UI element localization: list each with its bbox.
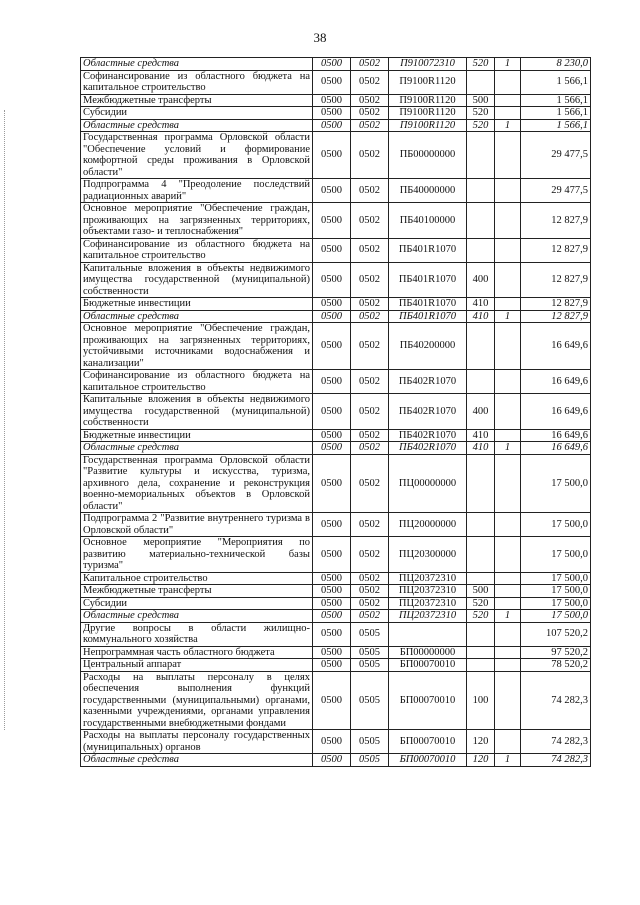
cell-amount: 12 827,9 xyxy=(521,262,591,298)
cell-subsection: 0502 xyxy=(351,442,389,455)
cell-subsection: 0502 xyxy=(351,610,389,623)
cell-target-code: ПБ401R1070 xyxy=(389,262,467,298)
cell-target-code: БП00070010 xyxy=(389,659,467,672)
cell-expense-type: 410 xyxy=(467,442,495,455)
cell-name: Областные средства xyxy=(81,119,313,132)
cell-subsection: 0502 xyxy=(351,58,389,71)
cell-name: Бюджетные инвестиции xyxy=(81,298,313,311)
cell-expense-type xyxy=(467,70,495,94)
cell-section: 0500 xyxy=(313,323,351,370)
table-row xyxy=(81,310,591,323)
cell-name: Государственная программа Орловской области "Обеспечение условий и формирование комфортной среды проживания в Орловской области" xyxy=(81,132,313,179)
cell-name: Подпрограмма 4 "Преодоление последствий радиационных аварий" xyxy=(81,179,313,203)
cell-section: 0500 xyxy=(313,442,351,455)
cell-subsection: 0505 xyxy=(351,646,389,659)
cell-source xyxy=(495,70,521,94)
cell-section: 0500 xyxy=(313,119,351,132)
cell-source xyxy=(495,94,521,107)
cell-section: 0500 xyxy=(313,310,351,323)
cell-source xyxy=(495,730,521,754)
cell-amount: 16 649,6 xyxy=(521,394,591,430)
cell-section: 0500 xyxy=(313,203,351,239)
cell-source: 1 xyxy=(495,119,521,132)
table-row xyxy=(81,671,591,730)
cell-target-code: П9100R1120 xyxy=(389,119,467,132)
cell-source xyxy=(495,370,521,394)
cell-name: Областные средства xyxy=(81,310,313,323)
cell-amount: 1 566,1 xyxy=(521,70,591,94)
cell-source xyxy=(495,646,521,659)
cell-name: Софинансирование из областного бюджета на капитальное строительство xyxy=(81,238,313,262)
cell-target-code: ПЦ20372310 xyxy=(389,597,467,610)
table-row xyxy=(81,622,591,646)
cell-name: Расходы на выплаты персоналу государственных (муниципальных) органов xyxy=(81,730,313,754)
cell-subsection: 0502 xyxy=(351,70,389,94)
cell-amount: 29 477,5 xyxy=(521,132,591,179)
binding-margin-line xyxy=(4,110,6,730)
cell-subsection: 0505 xyxy=(351,671,389,730)
cell-subsection: 0502 xyxy=(351,323,389,370)
cell-target-code: ПЦ00000000 xyxy=(389,454,467,513)
table-row xyxy=(81,238,591,262)
cell-source: 1 xyxy=(495,310,521,323)
cell-expense-type xyxy=(467,203,495,239)
cell-name: Областные средства xyxy=(81,58,313,71)
cell-target-code: БП00070010 xyxy=(389,730,467,754)
cell-subsection: 0502 xyxy=(351,454,389,513)
cell-name: Другие вопросы в области жилищно-коммунального хозяйства xyxy=(81,622,313,646)
table-row xyxy=(81,659,591,672)
cell-source xyxy=(495,597,521,610)
cell-expense-type xyxy=(467,646,495,659)
cell-source: 1 xyxy=(495,442,521,455)
cell-amount: 29 477,5 xyxy=(521,179,591,203)
budget-table xyxy=(80,57,591,767)
cell-subsection: 0502 xyxy=(351,179,389,203)
cell-section: 0500 xyxy=(313,454,351,513)
cell-source xyxy=(495,659,521,672)
cell-amount: 16 649,6 xyxy=(521,370,591,394)
cell-section: 0500 xyxy=(313,238,351,262)
cell-subsection: 0505 xyxy=(351,659,389,672)
cell-target-code: БП00000000 xyxy=(389,646,467,659)
cell-expense-type xyxy=(467,454,495,513)
cell-name: Подпрограмма 2 "Развитие внутреннего туризма в Орловской области" xyxy=(81,513,313,537)
cell-target-code: ПБ00000000 xyxy=(389,132,467,179)
cell-expense-type: 520 xyxy=(467,107,495,120)
cell-target-code: ПЦ20372310 xyxy=(389,585,467,598)
table-row xyxy=(81,70,591,94)
cell-target-code: ПБ401R1070 xyxy=(389,238,467,262)
cell-subsection: 0502 xyxy=(351,597,389,610)
cell-expense-type xyxy=(467,323,495,370)
cell-target-code: ПБ40100000 xyxy=(389,203,467,239)
cell-name: Субсидии xyxy=(81,597,313,610)
cell-amount: 17 500,0 xyxy=(521,597,591,610)
cell-target-code: ПБ401R1070 xyxy=(389,310,467,323)
cell-amount: 74 282,3 xyxy=(521,671,591,730)
cell-target-code: П9100R1120 xyxy=(389,107,467,120)
cell-amount: 78 520,2 xyxy=(521,659,591,672)
table-row xyxy=(81,610,591,623)
cell-source xyxy=(495,179,521,203)
cell-expense-type xyxy=(467,659,495,672)
cell-source xyxy=(495,585,521,598)
cell-name: Основное мероприятие "Обеспечение граждан, проживающих на загрязненных территориях, устойчивыми источниками водоснабжения и канализации" xyxy=(81,323,313,370)
cell-section: 0500 xyxy=(313,370,351,394)
cell-amount: 12 827,9 xyxy=(521,203,591,239)
table-row xyxy=(81,429,591,442)
cell-source xyxy=(495,107,521,120)
cell-amount: 97 520,2 xyxy=(521,646,591,659)
cell-expense-type: 500 xyxy=(467,585,495,598)
cell-section: 0500 xyxy=(313,179,351,203)
cell-name: Капитальные вложения в объекты недвижимого имущества государственной (муниципальной) собственности xyxy=(81,262,313,298)
cell-amount: 12 827,9 xyxy=(521,310,591,323)
cell-expense-type: 400 xyxy=(467,394,495,430)
cell-target-code: ПБ40000000 xyxy=(389,179,467,203)
cell-section: 0500 xyxy=(313,730,351,754)
cell-name: Межбюджетные трансферты xyxy=(81,94,313,107)
table-row xyxy=(81,262,591,298)
cell-source xyxy=(495,262,521,298)
cell-expense-type xyxy=(467,622,495,646)
cell-target-code: П910072310 xyxy=(389,58,467,71)
cell-amount: 107 520,2 xyxy=(521,622,591,646)
cell-section: 0500 xyxy=(313,622,351,646)
cell-expense-type: 410 xyxy=(467,298,495,311)
table-row xyxy=(81,585,591,598)
cell-section: 0500 xyxy=(313,429,351,442)
table-row xyxy=(81,513,591,537)
cell-subsection: 0502 xyxy=(351,238,389,262)
cell-subsection: 0502 xyxy=(351,203,389,239)
cell-source xyxy=(495,298,521,311)
cell-name: Областные средства xyxy=(81,754,313,767)
cell-source xyxy=(495,238,521,262)
cell-source xyxy=(495,132,521,179)
cell-amount: 17 500,0 xyxy=(521,537,591,573)
cell-target-code: ПБ402R1070 xyxy=(389,429,467,442)
table-row xyxy=(81,754,591,767)
cell-expense-type xyxy=(467,513,495,537)
cell-name: Субсидии xyxy=(81,107,313,120)
cell-subsection: 0502 xyxy=(351,119,389,132)
cell-amount: 74 282,3 xyxy=(521,730,591,754)
cell-section: 0500 xyxy=(313,394,351,430)
table-row xyxy=(81,132,591,179)
cell-expense-type xyxy=(467,179,495,203)
cell-subsection: 0502 xyxy=(351,107,389,120)
cell-name: Расходы на выплаты персоналу в целях обеспечения выполнения функций государственными (муниципальными) органами, казенными учреждениями, органами управления государственными внебюджетными фондами xyxy=(81,671,313,730)
cell-name: Межбюджетные трансферты xyxy=(81,585,313,598)
cell-section: 0500 xyxy=(313,754,351,767)
cell-name: Основное мероприятие "Мероприятия по развитию материально-технической базы туризма" xyxy=(81,537,313,573)
cell-expense-type: 520 xyxy=(467,597,495,610)
table-row xyxy=(81,323,591,370)
cell-amount: 17 500,0 xyxy=(521,572,591,585)
cell-expense-type xyxy=(467,370,495,394)
cell-target-code: ПБ402R1070 xyxy=(389,370,467,394)
cell-section: 0500 xyxy=(313,585,351,598)
cell-section: 0500 xyxy=(313,610,351,623)
cell-subsection: 0502 xyxy=(351,298,389,311)
cell-section: 0500 xyxy=(313,262,351,298)
table-row xyxy=(81,454,591,513)
cell-expense-type: 520 xyxy=(467,58,495,71)
cell-name: Областные средства xyxy=(81,442,313,455)
cell-expense-type: 500 xyxy=(467,94,495,107)
table-row xyxy=(81,58,591,71)
cell-amount: 16 649,6 xyxy=(521,323,591,370)
table-row xyxy=(81,597,591,610)
cell-section: 0500 xyxy=(313,597,351,610)
table-row xyxy=(81,394,591,430)
cell-source xyxy=(495,622,521,646)
cell-section: 0500 xyxy=(313,107,351,120)
cell-subsection: 0502 xyxy=(351,370,389,394)
cell-source xyxy=(495,572,521,585)
cell-source xyxy=(495,537,521,573)
cell-subsection: 0502 xyxy=(351,94,389,107)
cell-section: 0500 xyxy=(313,132,351,179)
cell-name: Капитальное строительство xyxy=(81,572,313,585)
table-row xyxy=(81,107,591,120)
cell-section: 0500 xyxy=(313,513,351,537)
cell-section: 0500 xyxy=(313,58,351,71)
cell-amount: 1 566,1 xyxy=(521,107,591,120)
cell-amount: 74 282,3 xyxy=(521,754,591,767)
cell-name: Областные средства xyxy=(81,610,313,623)
cell-section: 0500 xyxy=(313,572,351,585)
cell-subsection: 0505 xyxy=(351,730,389,754)
cell-expense-type: 410 xyxy=(467,310,495,323)
cell-subsection: 0502 xyxy=(351,537,389,573)
cell-section: 0500 xyxy=(313,70,351,94)
page-number: 38 xyxy=(313,30,327,45)
cell-section: 0500 xyxy=(313,671,351,730)
cell-section: 0500 xyxy=(313,298,351,311)
cell-source xyxy=(495,394,521,430)
cell-target-code: П9100R1120 xyxy=(389,70,467,94)
cell-expense-type xyxy=(467,238,495,262)
cell-source xyxy=(495,429,521,442)
table-row xyxy=(81,203,591,239)
table-row xyxy=(81,94,591,107)
cell-section: 0500 xyxy=(313,659,351,672)
cell-amount: 1 566,1 xyxy=(521,94,591,107)
cell-subsection: 0502 xyxy=(351,572,389,585)
cell-amount: 17 500,0 xyxy=(521,513,591,537)
cell-subsection: 0502 xyxy=(351,394,389,430)
cell-target-code: ПЦ20000000 xyxy=(389,513,467,537)
cell-source xyxy=(495,203,521,239)
cell-source xyxy=(495,513,521,537)
cell-amount: 17 500,0 xyxy=(521,610,591,623)
cell-expense-type: 400 xyxy=(467,262,495,298)
cell-target-code: ПБ402R1070 xyxy=(389,442,467,455)
table-row xyxy=(81,179,591,203)
cell-target-code: ПЦ20372310 xyxy=(389,572,467,585)
table-row xyxy=(81,119,591,132)
cell-name: Центральный аппарат xyxy=(81,659,313,672)
cell-section: 0500 xyxy=(313,537,351,573)
cell-subsection: 0505 xyxy=(351,622,389,646)
cell-target-code: ПБ40200000 xyxy=(389,323,467,370)
table-row xyxy=(81,298,591,311)
cell-source xyxy=(495,671,521,730)
table-row xyxy=(81,537,591,573)
cell-section: 0500 xyxy=(313,646,351,659)
cell-amount: 12 827,9 xyxy=(521,238,591,262)
cell-expense-type: 100 xyxy=(467,671,495,730)
cell-subsection: 0502 xyxy=(351,585,389,598)
table-row xyxy=(81,730,591,754)
table-row xyxy=(81,646,591,659)
cell-target-code: ПЦ20300000 xyxy=(389,537,467,573)
cell-target-code: П9100R1120 xyxy=(389,94,467,107)
cell-amount: 12 827,9 xyxy=(521,298,591,311)
cell-target-code: БП00070010 xyxy=(389,754,467,767)
cell-target-code xyxy=(389,622,467,646)
cell-name: Капитальные вложения в объекты недвижимого имущества государственной (муниципальной) собственности xyxy=(81,394,313,430)
cell-source: 1 xyxy=(495,610,521,623)
cell-subsection: 0502 xyxy=(351,262,389,298)
table-row xyxy=(81,572,591,585)
cell-name: Государственная программа Орловской области "Развитие культуры и искусства, туризма, архивного дела, сохранение и реконструкция военно-мемориальных объектов в Орловской области" xyxy=(81,454,313,513)
cell-target-code: БП00070010 xyxy=(389,671,467,730)
cell-subsection: 0502 xyxy=(351,429,389,442)
cell-target-code: ПЦ20372310 xyxy=(389,610,467,623)
cell-amount: 17 500,0 xyxy=(521,454,591,513)
cell-amount: 16 649,6 xyxy=(521,429,591,442)
cell-source xyxy=(495,323,521,370)
cell-name: Основное мероприятие "Обеспечение граждан, проживающих на загрязненных территориях, объектами газо- и теплоснабжения" xyxy=(81,203,313,239)
cell-section: 0500 xyxy=(313,94,351,107)
cell-amount: 16 649,6 xyxy=(521,442,591,455)
cell-expense-type xyxy=(467,572,495,585)
cell-amount: 17 500,0 xyxy=(521,585,591,598)
cell-name: Бюджетные инвестиции xyxy=(81,429,313,442)
cell-name: Непрограммная часть областного бюджета xyxy=(81,646,313,659)
cell-expense-type xyxy=(467,132,495,179)
cell-expense-type xyxy=(467,537,495,573)
cell-subsection: 0502 xyxy=(351,310,389,323)
cell-source: 1 xyxy=(495,58,521,71)
cell-expense-type: 410 xyxy=(467,429,495,442)
cell-target-code: ПБ402R1070 xyxy=(389,394,467,430)
cell-expense-type: 520 xyxy=(467,119,495,132)
cell-target-code: ПБ401R1070 xyxy=(389,298,467,311)
cell-subsection: 0502 xyxy=(351,132,389,179)
cell-expense-type: 520 xyxy=(467,610,495,623)
cell-subsection: 0505 xyxy=(351,754,389,767)
table-row xyxy=(81,370,591,394)
cell-subsection: 0502 xyxy=(351,513,389,537)
cell-source xyxy=(495,454,521,513)
cell-name: Софинансирование из областного бюджета на капитальное строительство xyxy=(81,70,313,94)
cell-expense-type: 120 xyxy=(467,730,495,754)
cell-name: Софинансирование из областного бюджета на капитальное строительство xyxy=(81,370,313,394)
cell-amount: 8 230,0 xyxy=(521,58,591,71)
cell-amount: 1 566,1 xyxy=(521,119,591,132)
table-row xyxy=(81,442,591,455)
cell-source: 1 xyxy=(495,754,521,767)
cell-expense-type: 120 xyxy=(467,754,495,767)
